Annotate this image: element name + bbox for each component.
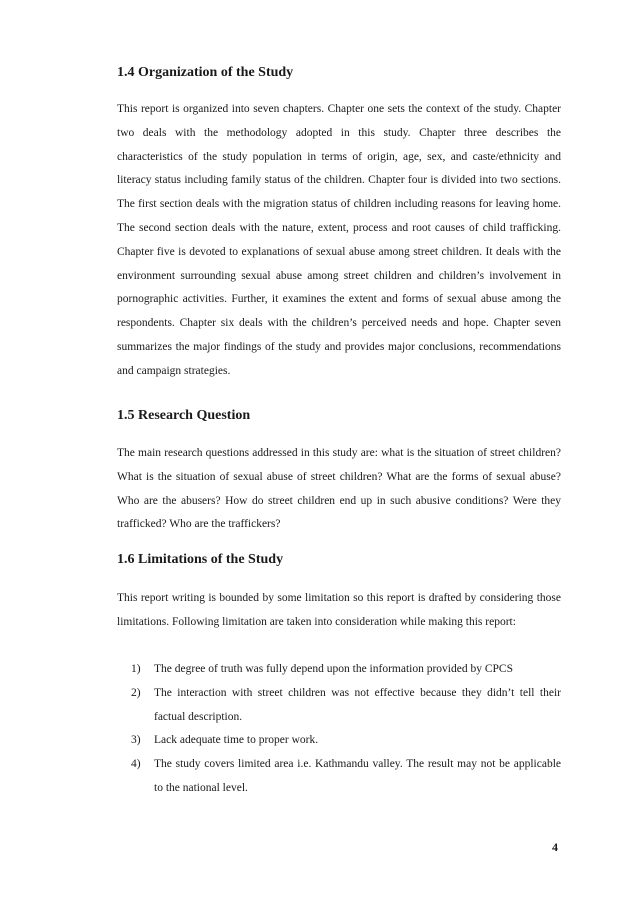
section-body-limitations: This report writing is bounded by some limitation so this report is drafted by considering those limitations. Following limitation are taken into consideration while making this report: bbox=[117, 592, 561, 628]
list-item bbox=[117, 658, 561, 682]
limitations-list bbox=[117, 658, 579, 801]
section-heading-organization: 1.4 Organization of the Study bbox=[117, 65, 294, 80]
section-body-organization: This report is organized into seven chapters. Chapter one sets the context of the study. Chapter two deals with the methodology adopted in this study. Chapter three describes the characteristics of the study population in terms of origin, age, sex, and caste/ethnicity and literacy status including family status of the children. Chapter four is divided into two sections. The first section deals with the migration status of children including reasons for leaving home. The second section deals with the nature, extent, process and root causes of child trafficking. Chapter five is devoted to explanations of sexual abuse among street children. It deals with the environment surrounding sexual abuse among street children and children’s involvement in pornographic activities. Further, it examines the extent and forms of sexual abuse among the respondents. Chapter six deals with the children’s perceived needs and hope. Chapter seven summarizes the major findings of the study and provides major conclusions, recommendations and campaign strategies. bbox=[117, 103, 561, 377]
list-item-text: The degree of truth was fully depend upon the information provided by CPCS bbox=[154, 663, 513, 675]
list-item-text: The study covers limited area i.e. Kathmandu valley. The result may not be applicable to the national level. bbox=[154, 758, 561, 794]
list-item bbox=[117, 729, 561, 753]
section-heading-limitations: 1.6 Limitations of the Study bbox=[117, 552, 284, 567]
list-item-text: The interaction with street children was not effective because they didn’t tell their factual description. bbox=[154, 686, 579, 723]
list-item-number: 3) bbox=[131, 734, 141, 747]
list-item-number: 4) bbox=[131, 758, 141, 771]
list-item-text: Lack adequate time to proper work. bbox=[154, 734, 319, 747]
list-item bbox=[117, 753, 561, 801]
page-number: 4 bbox=[552, 840, 558, 854]
list-item bbox=[117, 682, 579, 730]
list-item-number: 1) bbox=[131, 663, 141, 675]
section-heading-research-question: 1.5 Research Question bbox=[117, 408, 251, 423]
section-body-research-question: The main research questions addressed in this study are: what is the situation of street children? What is the situation of sexual abuse of street children? What are the forms of sexual abuse? Who are the abusers? How do street children end up in such abusive conditions? Were they trafficked? Who are the traffickers? bbox=[117, 447, 561, 531]
list-item-number: 2) bbox=[131, 686, 141, 699]
